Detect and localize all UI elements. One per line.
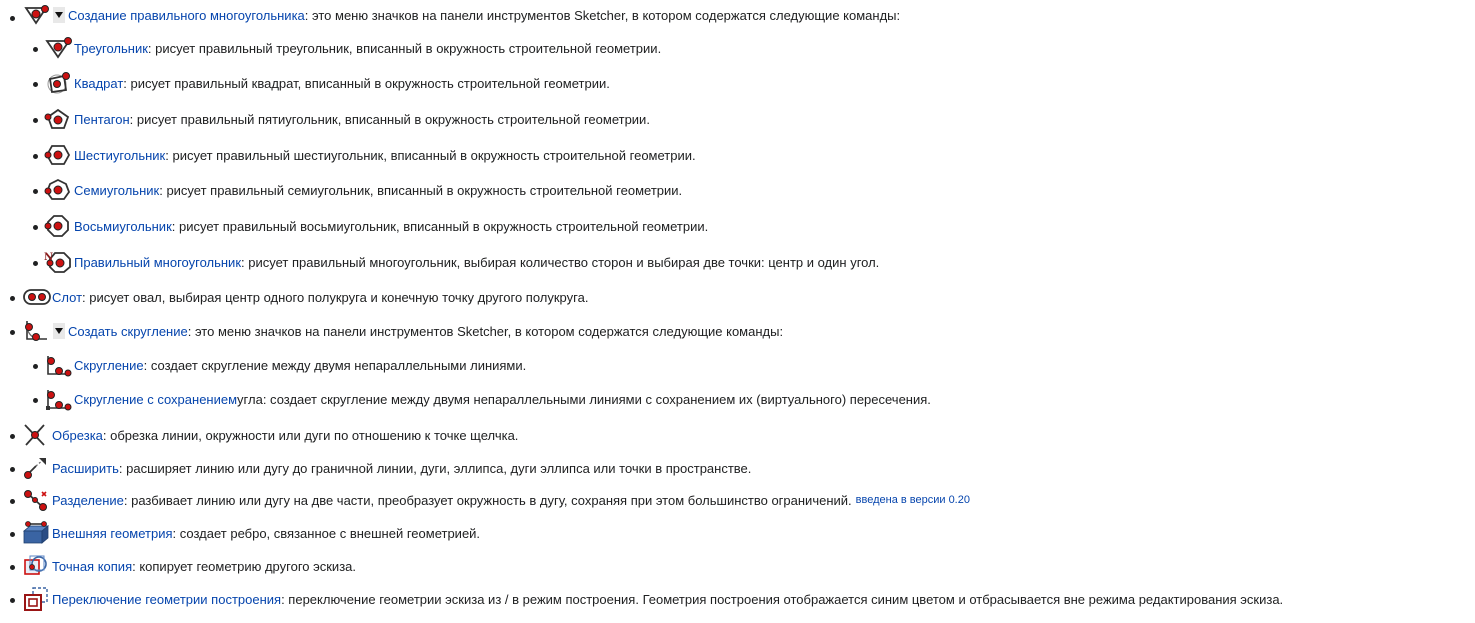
- item-description: : расширяет линию или дугу до граничной линии, дуги, эллипса, дуги эллипса или точки в пространстве.: [118, 460, 752, 476]
- item-description: : рисует правильный пятиугольник, вписанный в окружность строительной геометрии.: [129, 111, 650, 127]
- item-description: : рисует правильный семиугольник, вписанный в окружность строительной геометрии.: [159, 182, 683, 198]
- list-item-split: [22, 488, 970, 512]
- triangle-icon[interactable]: [44, 36, 74, 60]
- create-regular-polygon-icon[interactable]: [22, 3, 52, 27]
- item-description: : рисует правильный шестиугольник, вписанный в окружность строительной геометрии.: [165, 147, 696, 163]
- bullet: [10, 565, 15, 570]
- hexagon-icon[interactable]: [44, 143, 74, 167]
- bullet: [10, 330, 15, 335]
- list-item-octagon: [44, 214, 708, 238]
- list-item-hexagon: [44, 143, 696, 167]
- bullet: [33, 261, 38, 266]
- link-pentagon[interactable]: Пентагон: [74, 111, 130, 127]
- octagon-icon[interactable]: [44, 214, 74, 238]
- item-description: : создает ребро, связанное с внешней геометрией.: [172, 525, 481, 541]
- slot-icon[interactable]: [22, 285, 52, 309]
- chevron-down-icon[interactable]: [53, 7, 65, 23]
- extend-icon[interactable]: [22, 456, 52, 480]
- split-icon[interactable]: [22, 488, 52, 512]
- list-item-external-geometry: [22, 521, 480, 545]
- item-description: : копирует геометрию другого эскиза.: [132, 558, 356, 574]
- link-create-regular-polygon[interactable]: Создание правильного многоугольника: [68, 7, 305, 23]
- link-trim[interactable]: Обрезка: [52, 427, 103, 443]
- list-item-triangle: [44, 36, 661, 60]
- version-note[interactable]: введена в версии 0.20: [855, 494, 970, 506]
- link-carbon-copy[interactable]: Точная копия: [52, 558, 133, 574]
- list-item-trim: [22, 423, 518, 447]
- bullet: [33, 47, 38, 52]
- link-extend[interactable]: Расширить: [52, 460, 119, 476]
- list-item-polygon-menu: [22, 3, 900, 27]
- link-slot[interactable]: Слот: [52, 289, 83, 305]
- bullet: [33, 225, 38, 230]
- item-description: : рисует правильный восьмиугольник, вписанный в окружность строительной геометрии.: [171, 218, 709, 234]
- item-description: : рисует правильный квадрат, вписанный в окружность строительной геометрии.: [123, 75, 610, 91]
- bullet: [33, 364, 38, 369]
- bullet: [33, 189, 38, 194]
- fillet-icon[interactable]: [44, 353, 74, 377]
- item-description: : рисует правильный многоугольник, выбирая количество сторон и выбирая две точки: центр и один угол.: [241, 254, 880, 270]
- link-heptagon[interactable]: Семиугольник: [74, 182, 160, 198]
- item-description: угла: создает скругление между двумя непараллельными линиями с сохранением их (виртуального) пересечения.: [237, 391, 931, 407]
- heptagon-icon[interactable]: [44, 178, 74, 202]
- bullet: [33, 118, 38, 123]
- item-description: : это меню значков на панели инструментов Sketcher, в котором содержатся следующие команды:: [187, 323, 784, 339]
- list-item-heptagon: [44, 178, 682, 202]
- link-fillet[interactable]: Скругление: [74, 357, 144, 373]
- list-item-square: [44, 71, 610, 95]
- item-description: : разбивает линию или дугу на две части, преобразует окружность в дугу, сохраняя при этом большинство ограничений.: [123, 492, 852, 508]
- bullet: [10, 598, 15, 603]
- link-fillet-preserve[interactable]: Скругление с сохранением: [74, 391, 238, 407]
- item-description: : рисует правильный треугольник, вписанный в окружность строительной геометрии.: [147, 40, 662, 56]
- link-octagon[interactable]: Восьмиугольник: [74, 218, 172, 234]
- bullet: [10, 16, 15, 21]
- link-square[interactable]: Квадрат: [74, 75, 124, 91]
- list-item-fillet-menu: [22, 319, 783, 343]
- pentagon-icon[interactable]: [44, 107, 74, 131]
- link-triangle[interactable]: Треугольник: [74, 40, 148, 56]
- square-icon[interactable]: [44, 71, 74, 95]
- bullet: [10, 499, 15, 504]
- list-item-pentagon: [44, 107, 650, 131]
- list-item-toggle-construction: [22, 587, 1283, 611]
- list-item-extend: [22, 456, 751, 480]
- regular-polygon-icon[interactable]: [44, 250, 74, 274]
- item-description: : переключение геометрии эскиза из / в режим построения. Геометрия построения отображается синим цветом и отбрасывается вне режима редактирования эскиза.: [281, 591, 1284, 607]
- toggle-construction-icon[interactable]: [22, 587, 52, 611]
- item-description: : обрезка линии, окружности или дуги по отношению к точке щелчка.: [102, 427, 519, 443]
- carbon-copy-icon[interactable]: [22, 554, 52, 578]
- bullet: [10, 296, 15, 301]
- bullet: [33, 82, 38, 87]
- svg-text:N: N: [44, 252, 54, 263]
- list-item-carbon-copy: [22, 554, 356, 578]
- link-external-geometry[interactable]: Внешняя геометрия: [52, 525, 173, 541]
- external-geometry-icon[interactable]: [22, 521, 52, 545]
- link-create-fillet[interactable]: Создать скругление: [68, 323, 188, 339]
- bullet: [10, 532, 15, 537]
- item-description: : создает скругление между двумя непараллельными линиями.: [143, 357, 527, 373]
- link-hexagon[interactable]: Шестиугольник: [74, 147, 166, 163]
- list-item-fillet-preserve: [44, 387, 931, 411]
- list-item-fillet: [44, 353, 526, 377]
- item-description: : рисует овал, выбирая центр одного полукруга и конечную точку другого полукруга.: [82, 289, 589, 305]
- bullet: [10, 467, 15, 472]
- bullet: [33, 398, 38, 403]
- chevron-down-icon[interactable]: [53, 323, 65, 339]
- bullet: [33, 154, 38, 159]
- link-split[interactable]: Разделение: [52, 492, 124, 508]
- link-toggle-construction[interactable]: Переключение геометрии построения: [52, 591, 282, 607]
- create-fillet-icon[interactable]: [22, 319, 52, 343]
- list-item-slot: [22, 285, 588, 309]
- fillet-preserve-corner-icon[interactable]: [44, 387, 74, 411]
- bullet: [10, 434, 15, 439]
- link-regular-polygon[interactable]: Правильный многоугольник: [74, 254, 242, 270]
- item-description: : это меню значков на панели инструментов Sketcher, в котором содержатся следующие команды:: [304, 7, 901, 23]
- trim-icon[interactable]: [22, 423, 52, 447]
- list-item-n-polygon: [44, 250, 879, 274]
